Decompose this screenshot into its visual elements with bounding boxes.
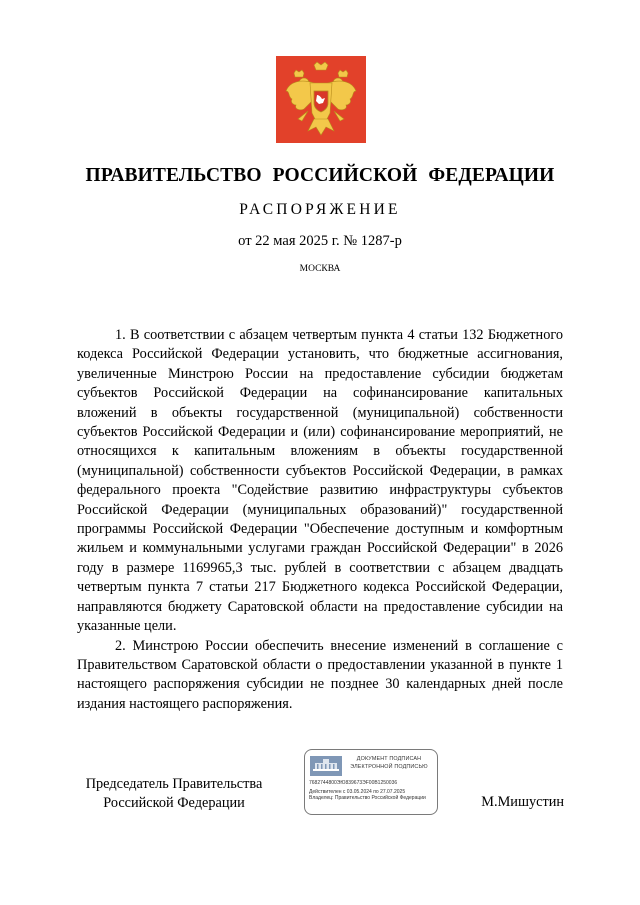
signer-position-line-1: Председатель Правительства: [85, 776, 263, 792]
document-date-number: от 22 мая 2025 г. № 1287-р: [238, 233, 402, 249]
stamp-heading-line-1: ДОКУМЕНТ ПОДПИСАН: [356, 756, 422, 762]
certificate-owner: Владелец: Правительство Российской Федерации: [309, 795, 426, 801]
document-city: МОСКВА: [299, 264, 341, 274]
certificate-serial: 7682744800ЭЮ839673ЭF00B1250036: [309, 780, 398, 786]
paragraph-2: 2. Минстрою России обеспечить внесение изменений в соглашение с Правительством Саратовской области о предоставлении указанной в пункте 1 настоящего распоряжения субсидии не позднее 30 календарных дней после издания настоящего распоряжения.: [77, 637, 563, 712]
russian-coat-of-arms-icon: [284, 61, 358, 139]
signer-position-line-2: Российской Федерации: [103, 795, 245, 812]
document-type: РАСПОРЯЖЕНИЕ: [239, 201, 401, 218]
government-title: ПРАВИТЕЛЬСТВО РОССИЙСКОЙ ФЕДЕРАЦИИ: [85, 165, 555, 186]
stamp-heading-line-2: ЭЛЕКТРОННОЙ ПОДПИСЬЮ: [350, 763, 428, 770]
document-body: [77, 326, 563, 714]
electronic-signature-stamp: [304, 749, 438, 815]
paragraph-1: 1. В соответствии с абзацем четвертым пункта 4 статьи 132 Бюджетного кодекса Российской Федерации установить, что бюджетные ассигнования, увеличенные Минстрою России на предоставление субсидии бюджетам субъектов Российской Федерации на софинансирование капитальных вложений в объекты государственной (муниципальной) собственности субъектов Российской Федерации и (или) софинансирование мероприятий, не относящихся к капитальным вложениям в объекты государственной (муниципальной) собственности субъектов Российской Федерации, в рамках федерального проекта "Содействие развитию инфраструктуры субъектов Российской Федерации (муниципальных образований)" государственной программы Российской Федерации "Обеспечение доступным и комфортным жильем и коммунальными услугами граждан Российской Федерации" в 2026 году в размере 1169965,3 тыс. рублей в соответствии с абзацем двадцать четвертым пункта 7 статьи 217 Бюджетного кодекса Российской Федерации, направляются бюджету Саратовской области на предоставление субсидии на указанные цели.: [77, 327, 563, 635]
signer-position: [79, 775, 269, 814]
signer-name: М.Мишустин: [481, 794, 564, 810]
stamp-heading: [345, 756, 433, 771]
coat-of-arms-emblem: [276, 56, 366, 143]
certificate-validity: Действителен с 03.05.2024 по 27.07.2025: [309, 789, 406, 795]
government-building-icon: [310, 756, 342, 776]
